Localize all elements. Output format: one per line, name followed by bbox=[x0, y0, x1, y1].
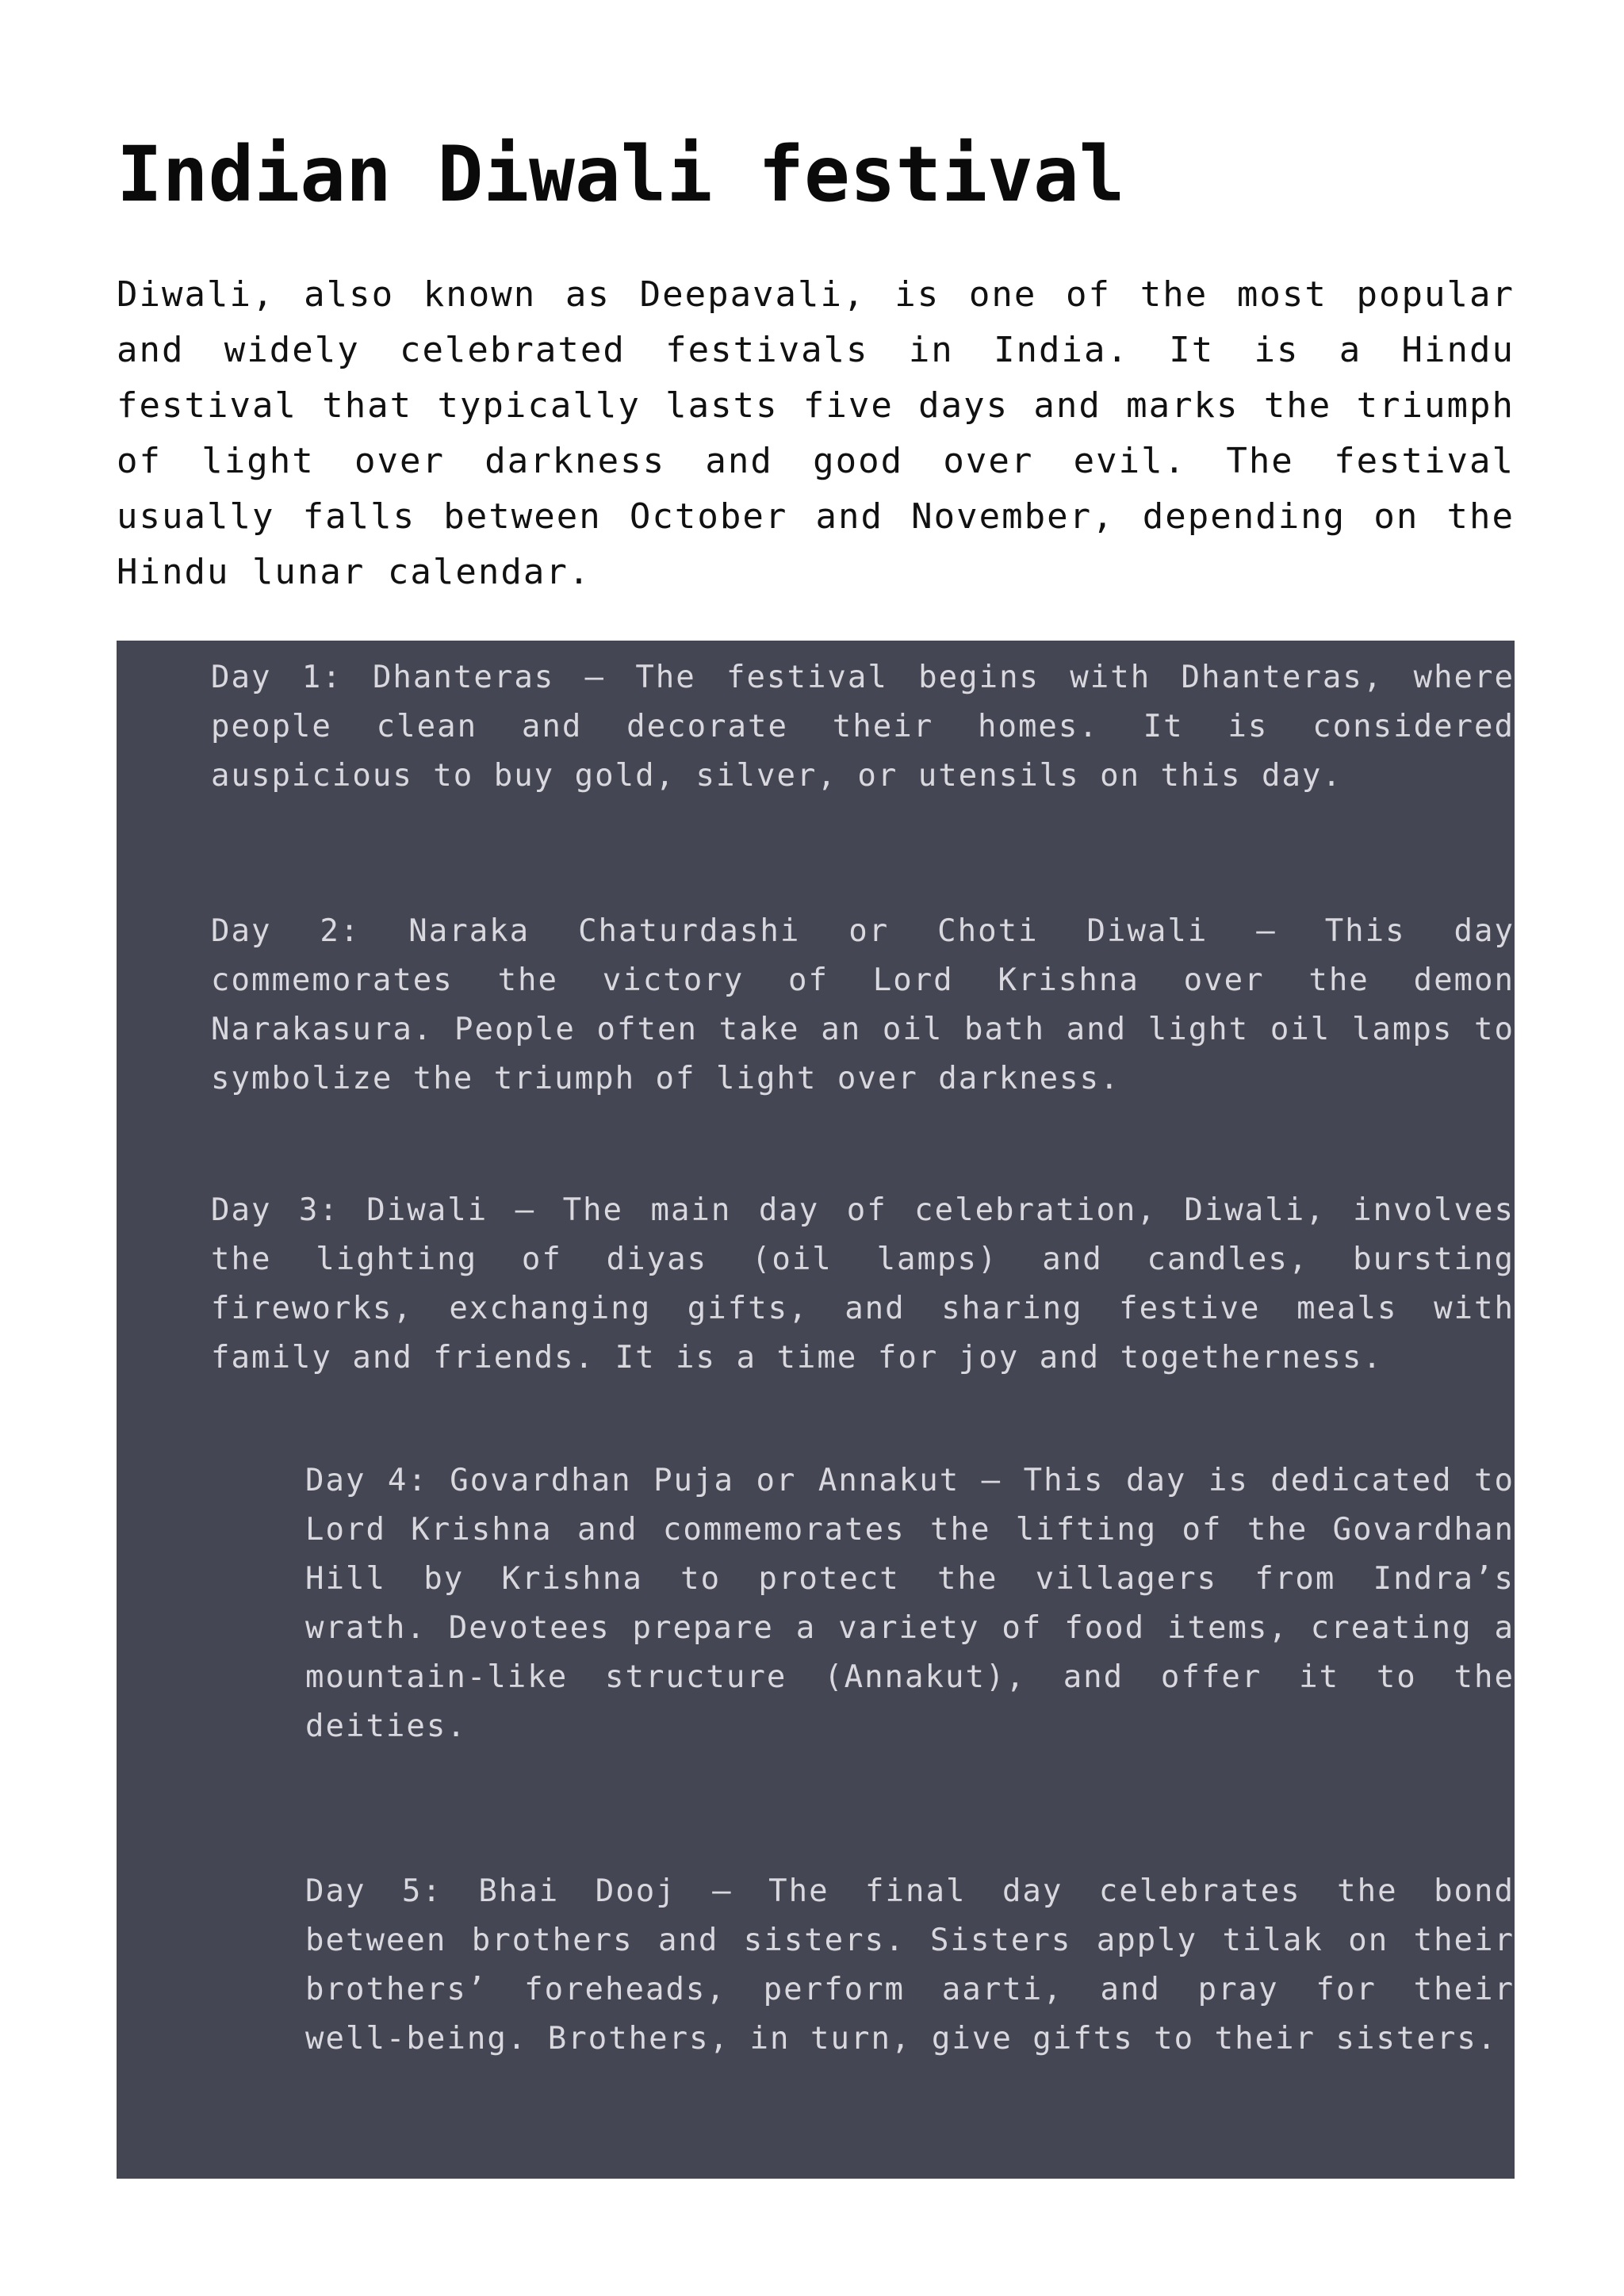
page-title: Indian Diwali festival bbox=[117, 130, 1125, 219]
festival-days-block bbox=[117, 641, 1515, 2179]
day-4-text: Day 4: Govardhan Puja or Annakut – This day is dedicated to Lord Krishna and commemorates the lifting of the Govardhan Hill by Krishna to protect the villagers from Indra’s wrath. Devotees prepare a variety of food items, creating a mountain-like structure (Annakut), and offer it to the deities. bbox=[305, 1463, 1515, 1744]
day-1-text: Day 1: Dhanteras – The festival begins with Dhanteras, where people clean and decorate their homes. It is considered auspicious to buy gold, silver, or utensils on this day. bbox=[211, 660, 1515, 794]
day-2-text: Day 2: Naraka Chaturdashi or Choti Diwali – This day commemorates the victory of Lord Krishna over the demon Narakasura. People often take an oil bath and light oil lamps to symbolize the triumph of light over darkness. bbox=[211, 913, 1515, 1096]
day-5-text: Day 5: Bhai Dooj – The final day celebrates the bond between brothers and sisters. Sisters apply tilak on their brothers’ foreheads, perform aarti, and pray for their well-being. Brothers, in turn, give gifts to their sisters. bbox=[305, 1873, 1515, 2057]
day-3-text: Day 3: Diwali – The main day of celebration, Diwali, involves the lighting of diyas (oil lamps) and candles, bursting fireworks, exchanging gifts, and sharing festive meals with family and friends. It is a time for joy and togetherness. bbox=[211, 1192, 1515, 1376]
intro-paragraph: Diwali, also known as Deepavali, is one of the most popular and widely celebrated festivals in India. It is a Hindu festival that typically lasts five days and marks the triumph of light over darkness and good over evil. The festival usually falls between October and November, depending on the Hindu lunar calendar. bbox=[117, 274, 1515, 592]
